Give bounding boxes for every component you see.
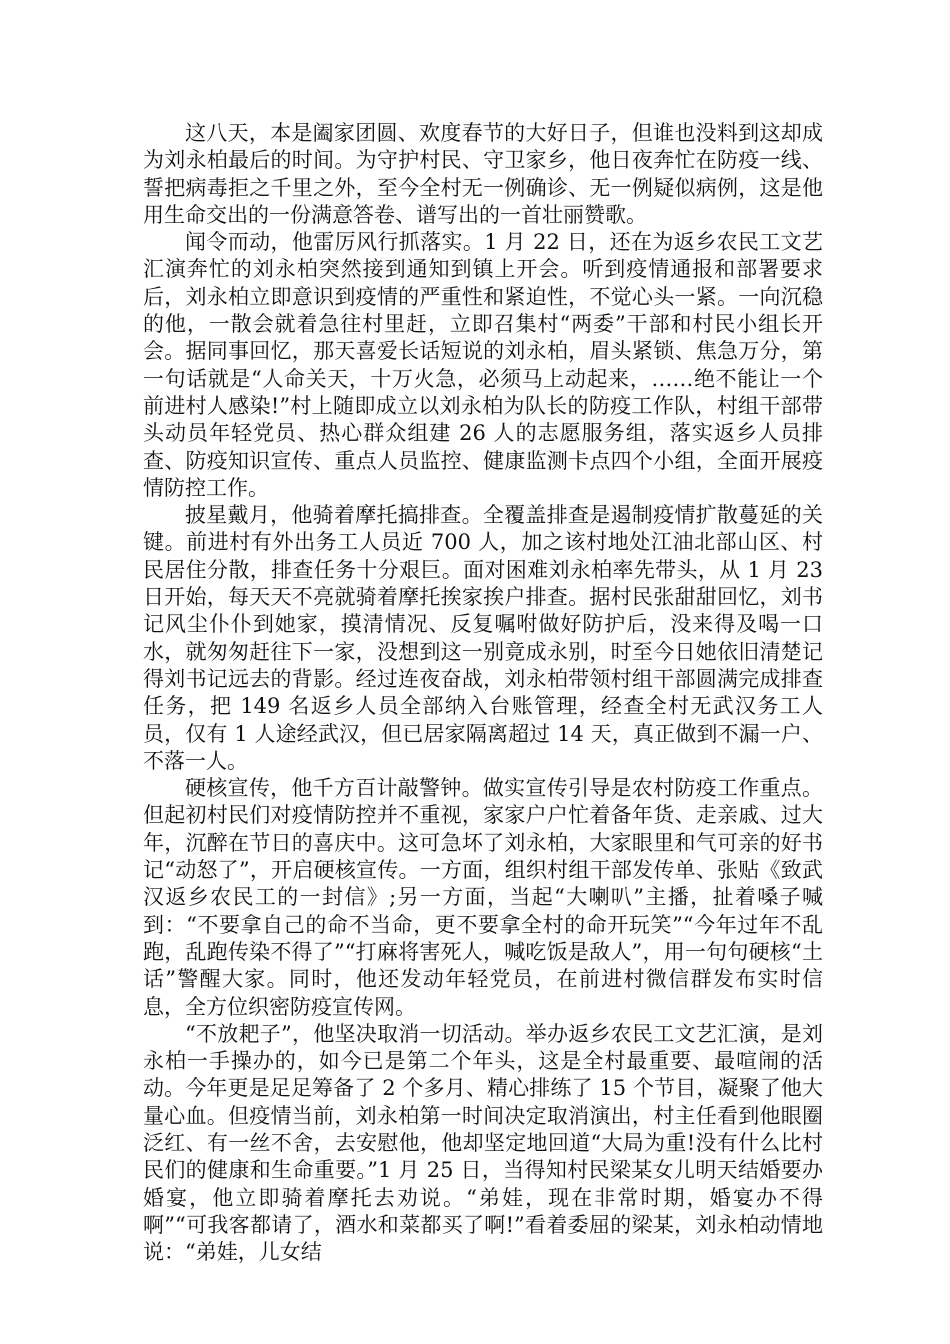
paragraph-5: “不放耙子”，他坚决取消一切活动。举办返乡农民工文艺汇演，是刘永柏一手操办的，如今已是第二个年头，这是全村最重要、最喧闹的活动。今年更是足足筹备了 2 个多月、精心排练了 15 个节目，凝聚了他大量心血。但疫情当前，刘永柏第一时间决定取消演出，村主任看到他眼圈泛红、有一丝不舍，去安慰他，他却坚定地回道“大局为重!没有什么比村民们的健康和生命重要。”1 月 25 日，当得知村民梁某女儿明天结婚要办婚宴，他立即骑着摩托去劝说。“弟娃，现在非常时期，婚宴办不得啊”“可我客都请了，酒水和菜都买了啊!”看着委屈的梁某，刘永柏动情地说：“弟娃，儿女结 <box>143 1021 823 1265</box>
paragraph-1: 这八天，本是阖家团圆、欢度春节的大好日子，但谁也没料到这却成为刘永柏最后的时间。为守护村民、守卫家乡，他日夜奔忙在防疫一线、誓把病毒拒之千里之外，至今全村无一例确诊、无一例疑似病例，这是他用生命交出的一份满意答卷、谱写出的一首壮丽赞歌。 <box>143 121 823 227</box>
paragraph-4: 硬核宣传，他千方百计敲警钟。做实宣传引导是农村防疫工作重点。但起初村民们对疫情防控并不重视，家家户户忙着备年货、走亲戚、过大年，沉醉在节日的喜庆中。这可急坏了刘永柏，大家眼里和气可亲的好书记“动怒了”，开启硬核宣传。一方面，组织村组干部发传单、张贴《致武汉返乡农民工的一封信》;另一方面，当起“大喇叭”主播，扯着嗓子喊到：“不要拿自己的命不当命，更不要拿全村的命开玩笑”“今年过年不乱跑，乱跑传染不得了”“打麻将害死人，喊吃饭是敌人”，用一句句硬核“土话”警醒大家。同时，他还发动年轻党员，在前进村微信群发布实时信息，全方位织密防疫宣传网。 <box>143 776 823 1019</box>
paragraph-2: 闻令而动，他雷厉风行抓落实。1 月 22 日，还在为返乡农民工文艺汇演奔忙的刘永柏突然接到通知到镇上开会。听到疫情通报和部署要求后，刘永柏立即意识到疫情的严重性和紧迫性，不觉心头一紧。一向沉稳的他，一散会就着急往村里赶，立即召集村“两委”干部和村民小组长开会。据同事回忆，那天喜爱长话短说的刘永柏，眉头紧锁、焦急万分，第一句话就是“人命关天，十万火急，必须马上动起来，……绝不能让一个前进村人感染!”村上随即成立以刘永柏为队长的防疫工作队，村组干部带头动员年轻党员、热心群众组建 26 人的志愿服务组，落实返乡人员排查、防疫知识宣传、重点人员监控、健康监测卡点四个小组，全面开展疫情防控工作。 <box>143 230 823 500</box>
article-body <box>143 120 823 1266</box>
paragraph-3: 披星戴月，他骑着摩托搞排查。全覆盖排查是遏制疫情扩散蔓延的关键。前进村有外出务工人员近 700 人，加之该村地处江油北部山区、村民居住分散，排查任务十分艰巨。面对困难刘永柏率先带头，从 1 月 23 日开始，每天天不亮就骑着摩托挨家挨户排查。据村民张甜甜回忆，刘书记风尘仆仆到她家，摸清情况、反复嘱咐做好防护后，没来得及喝一口水，就匆匆赶往下一家，没想到这一别竟成永别，时至今日她依旧清楚记得刘书记远去的背影。经过连夜奋战，刘永柏带领村组干部圆满完成排查任务，把 149 名返乡人员全部纳入台账管理，经查全村无武汉务工人员，仅有 1 人途经武汉，但已居家隔离超过 14 天，真正做到不漏一户、不落一人。 <box>143 503 823 773</box>
